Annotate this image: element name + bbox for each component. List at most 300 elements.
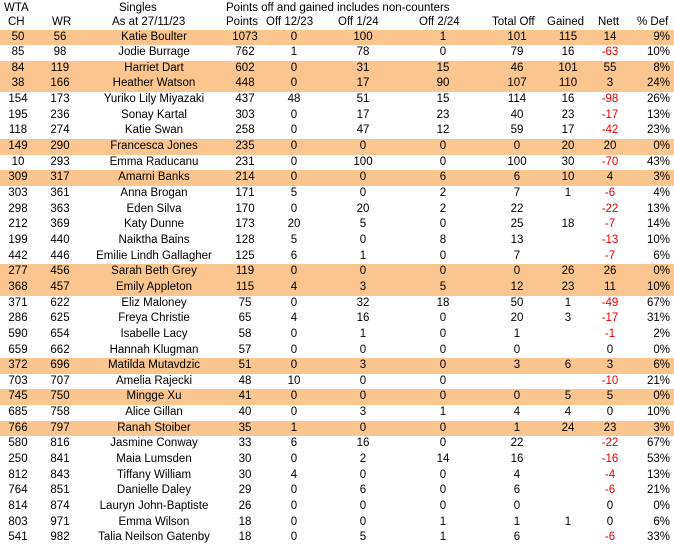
cell-wr: 696 (50, 359, 70, 372)
cell-nett: -17 (601, 108, 619, 121)
cell-off-1-24: 3 (359, 280, 367, 293)
cell-total-off: 0 (513, 265, 521, 278)
cell-total-off: 4 (513, 406, 521, 419)
cell-off-2-24: 0 (439, 155, 447, 168)
table-row (0, 217, 674, 233)
table-row (0, 358, 674, 374)
cell-nett: 0 (606, 343, 614, 356)
cell-off-12-23: 0 (290, 359, 298, 372)
cell-off-2-24: 6 (439, 171, 447, 184)
cell-off-2-24: 8 (439, 233, 447, 246)
cell-player-name: Sarah Beth Grey (111, 265, 197, 278)
cell-nett: 14 (603, 30, 617, 43)
cell-player-name: Talia Neilson Gatenby (98, 531, 210, 544)
cell-nett: -4 (604, 468, 616, 481)
cell-wr: 625 (50, 312, 70, 325)
cell-off-2-24: 15 (436, 61, 450, 74)
cell-points: 214 (235, 171, 255, 184)
cell-wr: 456 (50, 265, 70, 278)
cell-total-off: 46 (510, 61, 524, 74)
cell-off-2-24: 0 (439, 390, 447, 403)
cell-player-name: Emma Wilson (118, 515, 190, 528)
cell-wta: 766 (8, 421, 28, 434)
cell-off-2-24: 0 (439, 265, 447, 278)
header-nett: Nett (598, 16, 620, 28)
cell-off-2-24: 0 (439, 421, 447, 434)
cell-points: 119 (235, 265, 255, 278)
cell-total-off: 0 (513, 390, 521, 403)
cell-pct-def: 6% (653, 515, 670, 528)
cell-player-name: Yuriko Lily Miyazaki (103, 93, 205, 106)
table-row (0, 452, 674, 468)
cell-wta: 659 (8, 343, 28, 356)
cell-wr: 440 (50, 233, 70, 246)
cell-pct-def: 53% (646, 453, 670, 466)
cell-total-off: 1 (513, 515, 521, 528)
cell-player-name: Emily Appleton (115, 280, 193, 293)
cell-off-2-24: 0 (439, 359, 447, 372)
cell-nett: 3 (606, 359, 614, 372)
table-row (0, 233, 674, 249)
cell-gained: 101 (558, 61, 578, 74)
cell-nett: -10 (601, 374, 619, 387)
cell-gained: 26 (561, 265, 575, 278)
cell-off-1-24: 78 (356, 46, 370, 59)
cell-total-off: 1 (513, 327, 521, 340)
cell-points: 33 (238, 437, 252, 450)
cell-off-1-24: 17 (356, 77, 370, 90)
table-row (0, 280, 674, 296)
cell-gained (546, 202, 590, 218)
cell-off-2-24: 0 (439, 46, 447, 59)
cell-off-1-24: 3 (359, 359, 367, 372)
cell-pct-def: 13% (646, 468, 670, 481)
cell-total-off: 59 (510, 124, 524, 137)
table-row (0, 139, 674, 155)
cell-total-off: 1 (513, 421, 521, 434)
cell-off-1-24: 16 (356, 437, 370, 450)
table-row (0, 374, 674, 390)
cell-player-name: Mingge Xu (126, 390, 182, 403)
cell-player-name: Ranah Stoiber (117, 421, 191, 434)
cell-total-off: 0 (513, 500, 521, 512)
cell-total-off: 50 (510, 296, 524, 309)
cell-points: 41 (238, 390, 252, 403)
cell-wr: 622 (50, 296, 70, 309)
cell-wr: 662 (50, 343, 70, 356)
table-row (0, 30, 674, 46)
cell-nett: -6 (604, 484, 616, 497)
cell-total-off: 20 (510, 312, 524, 325)
cell-nett: 55 (603, 61, 617, 74)
cell-wr: 851 (50, 484, 70, 497)
cell-pct-def: 33% (646, 531, 670, 544)
cell-off-2-24: 2 (439, 187, 447, 199)
cell-points: 30 (238, 468, 252, 481)
cell-player-name: Heather Watson (112, 77, 196, 90)
cell-off-12-23: 0 (290, 61, 298, 74)
cell-player-name: Anna Brogan (120, 187, 188, 199)
table-row (0, 155, 674, 171)
cell-points: 18 (238, 531, 252, 544)
cell-player-name: Hannah Klugman (109, 343, 199, 356)
cell-off-12-23: 0 (290, 108, 298, 121)
cell-wr: 361 (50, 187, 70, 199)
cell-wr: 874 (50, 500, 70, 512)
cell-total-off: 100 (507, 155, 527, 168)
cell-nett: 5 (606, 390, 614, 403)
cell-wta: 199 (8, 233, 28, 246)
cell-total-off: 3 (513, 359, 521, 372)
cell-nett: -7 (604, 218, 616, 231)
cell-total-off: 7 (513, 249, 521, 262)
cell-off-2-24: 12 (436, 124, 450, 137)
cell-wr: 750 (50, 390, 70, 403)
cell-total-off: 13 (510, 233, 524, 246)
cell-wta: 286 (8, 312, 28, 325)
cell-wta: 703 (8, 374, 28, 387)
cell-nett: -22 (601, 437, 619, 450)
cell-off-12-23: 0 (290, 515, 298, 528)
cell-nett: 23 (603, 421, 617, 434)
table-row (0, 436, 674, 452)
cell-pct-def: 67% (646, 296, 670, 309)
cell-wta: 10 (11, 155, 25, 168)
table-row (0, 421, 674, 437)
header-as-at: As at 27/11/23 (112, 16, 186, 28)
cell-total-off: 16 (510, 453, 524, 466)
cell-wr: 843 (50, 468, 70, 481)
cell-off-12-23: 0 (290, 327, 298, 340)
cell-off-2-24: 0 (439, 312, 447, 325)
cell-off-12-23: 48 (287, 93, 301, 106)
cell-off-2-24: 1 (439, 515, 447, 528)
cell-wta: 541 (8, 531, 28, 544)
cell-pct-def: 14% (646, 218, 670, 231)
cell-player-name: Amelia Rajecki (115, 374, 193, 387)
table-row (0, 515, 674, 531)
cell-wr: 816 (50, 437, 70, 450)
cell-off-1-24: 0 (359, 421, 367, 434)
cell-player-name: Sonay Kartal (121, 108, 187, 121)
cell-nett: -6 (604, 531, 616, 544)
cell-gained: 1 (564, 187, 572, 199)
cell-points: 303 (235, 108, 255, 121)
cell-nett: 26 (603, 265, 617, 278)
cell-gained: 16 (561, 93, 575, 106)
cell-wr: 982 (50, 531, 70, 544)
cell-off-2-24: 0 (439, 327, 447, 340)
cell-wta: 371 (8, 296, 28, 309)
cell-off-1-24: 2 (359, 453, 367, 466)
cell-pct-def: 3% (653, 421, 670, 434)
cell-nett: -17 (601, 312, 619, 325)
cell-nett: -13 (601, 233, 619, 246)
cell-gained (546, 530, 590, 546)
cell-total-off: 6 (513, 171, 521, 184)
cell-off-1-24: 6 (359, 484, 367, 497)
table-row (0, 45, 674, 61)
cell-points: 171 (235, 187, 255, 199)
cell-pct-def: 13% (646, 108, 670, 121)
cell-off-1-24: 0 (359, 515, 367, 528)
header-off-12-23: Off 12/23 (266, 16, 314, 28)
cell-off-12-23: 0 (290, 500, 298, 512)
cell-points: 51 (238, 359, 252, 372)
cell-player-name: Danielle Daley (116, 484, 192, 497)
cell-off-1-24: 0 (359, 374, 367, 387)
cell-off-2-24: 1 (439, 531, 447, 544)
cell-off-12-23: 0 (290, 390, 298, 403)
cell-gained: 16 (561, 46, 575, 59)
cell-gained: 23 (561, 280, 575, 293)
table-row (0, 202, 674, 218)
cell-total-off: 0 (513, 343, 521, 356)
cell-nett: -49 (601, 296, 619, 309)
cell-nett: 20 (603, 140, 617, 153)
cell-gained: 30 (561, 155, 575, 168)
cell-player-name: Lauryn John-Baptiste (99, 500, 209, 512)
cell-off-2-24: 0 (439, 374, 447, 387)
cell-off-2-24: 0 (439, 218, 447, 231)
cell-points: 18 (238, 515, 252, 528)
cell-off-12-23: 4 (290, 280, 298, 293)
header-points: Points (226, 16, 258, 28)
cell-off-1-24: 1 (359, 327, 367, 340)
cell-points: 26 (238, 500, 252, 512)
cell-gained: 6 (564, 359, 572, 372)
cell-wta: 803 (8, 515, 28, 528)
cell-wr: 457 (50, 280, 70, 293)
cell-gained (546, 483, 590, 499)
header-pct-def: % Def (637, 16, 669, 28)
cell-off-2-24: 2 (439, 202, 447, 215)
cell-player-name: Eden Silva (126, 202, 182, 215)
cell-nett: 0 (606, 515, 614, 528)
cell-total-off: 107 (507, 77, 527, 90)
cell-wta: 442 (8, 249, 28, 262)
cell-wta: 303 (8, 187, 28, 199)
cell-pct-def: 10% (646, 406, 670, 419)
cell-player-name: Matilda Mutavdzic (107, 359, 201, 372)
cell-points: 231 (235, 155, 255, 168)
cell-wta: 85 (11, 46, 25, 59)
cell-total-off: 4 (513, 468, 521, 481)
cell-nett: -42 (601, 124, 619, 137)
cell-nett: 0 (606, 500, 614, 512)
cell-off-2-24: 0 (439, 437, 447, 450)
cell-nett: 3 (606, 77, 614, 90)
cell-points: 40 (238, 406, 252, 419)
cell-wta: 195 (8, 108, 28, 121)
cell-off-12-23: 0 (290, 202, 298, 215)
cell-wta: 154 (8, 93, 28, 106)
cell-points: 65 (238, 312, 252, 325)
header-ch: CH (8, 16, 25, 28)
cell-wta: 372 (8, 359, 28, 372)
cell-gained: 20 (561, 140, 575, 153)
cell-player-name: Emilie Lindh Gallagher (96, 249, 212, 262)
table-row (0, 92, 674, 108)
cell-gained: 24 (561, 421, 575, 434)
cell-off-2-24: 18 (436, 296, 450, 309)
cell-gained: 10 (561, 171, 575, 184)
cell-nett: -98 (601, 93, 619, 106)
cell-off-1-24: 17 (356, 108, 370, 121)
cell-off-1-24: 0 (359, 233, 367, 246)
table-row (0, 108, 674, 124)
cell-player-name: Emma Raducanu (109, 155, 199, 168)
cell-gained (546, 452, 590, 468)
cell-wta: 277 (8, 265, 28, 278)
cell-off-2-24: 0 (439, 140, 447, 153)
cell-off-2-24: 0 (439, 343, 447, 356)
cell-off-12-23: 0 (290, 140, 298, 153)
cell-off-2-24: 1 (439, 30, 447, 43)
cell-off-2-24: 90 (436, 77, 450, 90)
cell-off-1-24: 0 (359, 187, 367, 199)
cell-pct-def: 8% (653, 61, 670, 74)
header-row-2 (0, 14, 674, 30)
cell-wta: 812 (8, 468, 28, 481)
cell-total-off: 0 (513, 140, 521, 153)
cell-off-1-24: 0 (359, 390, 367, 403)
cell-points: 29 (238, 484, 252, 497)
cell-points: 235 (235, 140, 255, 153)
cell-wta: 38 (11, 77, 25, 90)
cell-off-1-24: 0 (359, 265, 367, 278)
cell-points: 115 (235, 280, 255, 293)
header-wta: WTA (4, 2, 29, 14)
cell-gained: 1 (564, 296, 572, 309)
cell-off-2-24: 1 (439, 406, 447, 419)
cell-off-2-24: 0 (439, 468, 447, 481)
cell-total-off: 40 (510, 108, 524, 121)
cell-gained: 18 (561, 218, 575, 231)
cell-off-12-23: 0 (290, 155, 298, 168)
cell-pct-def: 13% (646, 202, 670, 215)
cell-off-12-23: 0 (290, 30, 298, 43)
cell-pct-def: 0% (653, 500, 670, 512)
cell-player-name: Amarni Banks (118, 171, 190, 184)
cell-total-off: 114 (507, 93, 527, 106)
cell-off-1-24: 100 (353, 30, 373, 43)
cell-off-12-23: 5 (290, 233, 298, 246)
cell-player-name: Jasmine Conway (110, 437, 198, 450)
cell-off-12-23: 1 (290, 46, 298, 59)
cell-wta: 764 (8, 484, 28, 497)
cell-player-name: Tiffany William (116, 468, 192, 481)
table-row (0, 123, 674, 139)
cell-points: 437 (235, 93, 255, 106)
cell-nett: -1 (604, 327, 616, 340)
cell-off-2-24: 15 (436, 93, 450, 106)
cell-pct-def: 31% (646, 312, 670, 325)
table-row (0, 327, 674, 343)
cell-points: 1073 (232, 30, 258, 43)
cell-off-1-24: 47 (356, 124, 370, 137)
cell-gained: 3 (564, 312, 572, 325)
cell-wta: 685 (8, 406, 28, 419)
cell-wr: 841 (50, 453, 70, 466)
cell-off-2-24: 23 (436, 108, 450, 121)
table-row (0, 405, 674, 421)
cell-off-12-23: 0 (290, 406, 298, 419)
cell-off-1-24: 100 (353, 155, 373, 168)
cell-pct-def: 10% (646, 280, 670, 293)
table-row (0, 170, 674, 186)
table-row (0, 530, 674, 546)
cell-off-12-23: 1 (290, 421, 298, 434)
cell-off-1-24: 1 (359, 249, 367, 262)
cell-off-12-23: 0 (290, 531, 298, 544)
cell-wta: 590 (8, 327, 28, 340)
cell-player-name: Jodie Burrage (118, 46, 190, 59)
cell-nett: 0 (606, 406, 614, 419)
cell-nett: -70 (601, 155, 619, 168)
cell-pct-def: 10% (646, 233, 670, 246)
cell-points: 170 (235, 202, 255, 215)
cell-off-1-24: 0 (359, 171, 367, 184)
cell-total-off: 22 (510, 202, 524, 215)
cell-gained (546, 436, 590, 452)
cell-player-name: Naiktha Bains (118, 233, 190, 246)
cell-wr: 236 (50, 108, 70, 121)
table-row (0, 296, 674, 312)
cell-nett: -6 (604, 187, 616, 199)
cell-player-name: Freya Christie (118, 312, 190, 325)
cell-off-12-23: 6 (290, 437, 298, 450)
cell-pct-def: 23% (646, 124, 670, 137)
cell-gained: 5 (564, 390, 572, 403)
cell-wr: 797 (50, 421, 70, 434)
cell-off-12-23: 0 (290, 343, 298, 356)
cell-pct-def: 10% (646, 46, 670, 59)
cell-off-1-24: 20 (356, 202, 370, 215)
cell-pct-def: 3% (653, 171, 670, 184)
cell-points: 258 (235, 124, 255, 137)
table-row (0, 61, 674, 77)
cell-off-2-24: 5 (439, 280, 447, 293)
cell-off-12-23: 0 (290, 171, 298, 184)
cell-nett: -16 (601, 453, 619, 466)
cell-off-2-24: 0 (439, 249, 447, 262)
cell-wr: 446 (50, 249, 70, 262)
cell-gained (546, 249, 590, 265)
table-row (0, 389, 674, 405)
cell-points: 35 (238, 421, 252, 434)
cell-pct-def: 21% (646, 484, 670, 497)
cell-wr: 971 (50, 515, 70, 528)
cell-wta: 368 (8, 280, 28, 293)
cell-off-1-24: 32 (356, 296, 370, 309)
cell-pct-def: 6% (653, 359, 670, 372)
cell-gained (546, 233, 590, 249)
cell-points: 75 (238, 296, 252, 309)
cell-total-off: 7 (513, 187, 521, 199)
cell-total-off: 6 (513, 484, 521, 497)
cell-gained: 23 (561, 108, 575, 121)
cell-off-12-23: 0 (290, 77, 298, 90)
cell-off-12-23: 5 (290, 187, 298, 199)
cell-nett: -7 (604, 249, 616, 262)
cell-wta: 250 (8, 453, 28, 466)
header-total-off: Total Off (492, 16, 535, 28)
cell-gained (546, 327, 590, 343)
table-row (0, 311, 674, 327)
cell-pct-def: 0% (653, 343, 670, 356)
cell-wta: 309 (8, 171, 28, 184)
